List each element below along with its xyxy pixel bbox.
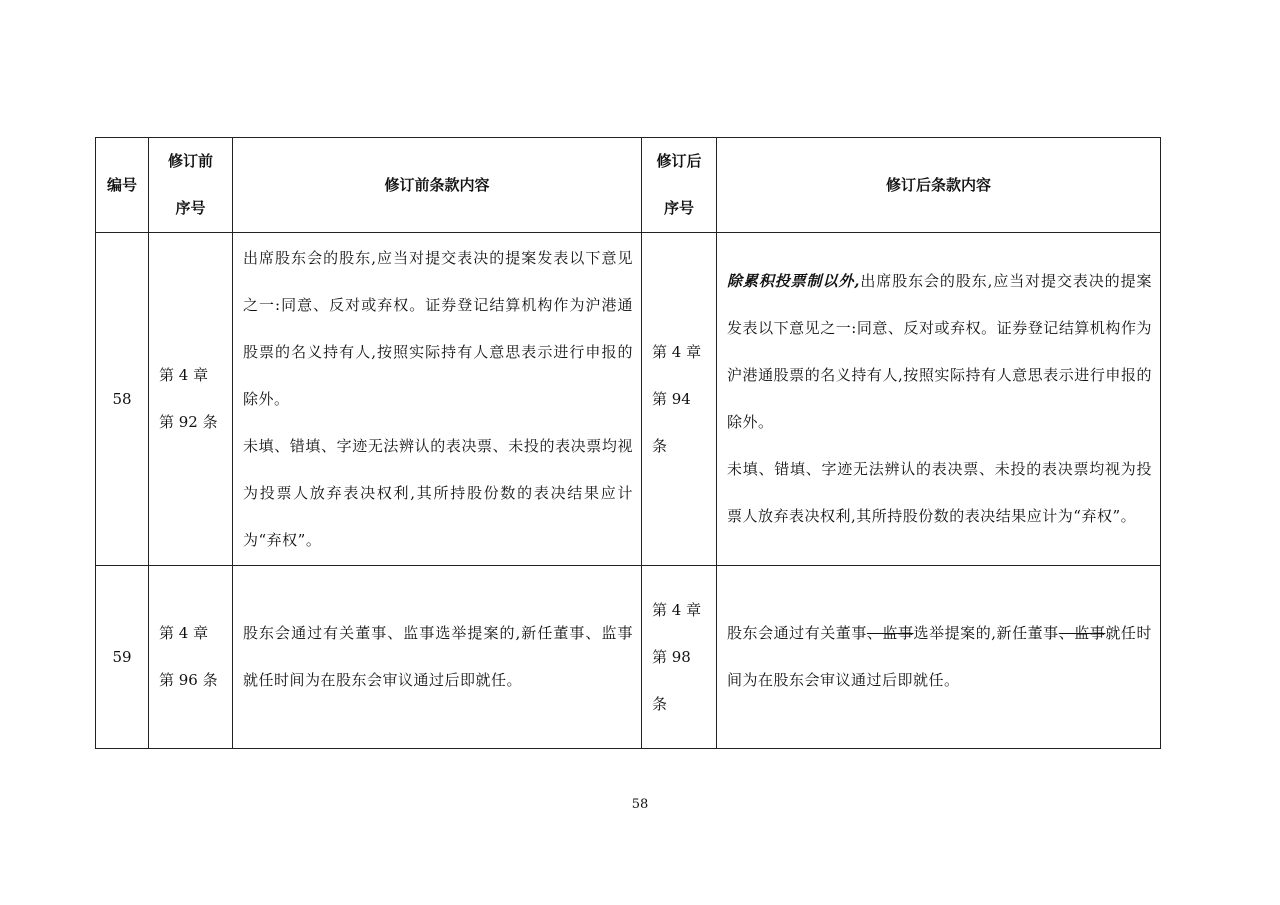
header-new-seq-line1: 修订后 [656, 152, 702, 170]
old-text-cell [233, 233, 642, 566]
new-seq-chapter: 第 4 章 [652, 600, 702, 619]
deleted-text: 、监事 [1058, 624, 1106, 642]
header-new-text: 修订后条款内容 [717, 138, 1161, 233]
row-number: 59 [96, 566, 149, 749]
inserted-text: 除累积投票制以外, [727, 272, 860, 290]
old-seq-article: 第 96 条 [159, 671, 218, 689]
old-text-cell [233, 566, 642, 749]
new-text-paragraph [727, 258, 1152, 446]
new-seq-article-suffix: 条 [652, 436, 668, 455]
old-text-paragraph: 未填、错填、字迹无法辨认的表决票、未投的表决票均视为投票人放弃表决权利,其所持股份数的表决结果应计为“弃权”。 [243, 436, 633, 549]
header-new-seq [642, 138, 717, 233]
old-seq-chapter: 第 4 章 [159, 366, 209, 384]
new-text-paragraph [727, 610, 1152, 704]
new-text-segment: 就任时间为在股东会审议通过后即就任。 [727, 624, 1152, 689]
row-number: 58 [96, 233, 149, 566]
old-seq-cell [149, 233, 233, 566]
new-seq-article-suffix: 条 [652, 694, 668, 713]
deleted-text: 、监事 [866, 624, 914, 642]
new-text-segment: 选举提案的,新任董事 [913, 624, 1059, 642]
revision-comparison-table [95, 137, 1161, 749]
header-old-seq-line1: 修订前 [167, 152, 213, 170]
header-num: 编号 [96, 138, 149, 233]
new-text-cell [717, 233, 1161, 566]
header-old-seq [149, 138, 233, 233]
new-seq-article: 第 94 [652, 389, 691, 408]
old-seq-cell [149, 566, 233, 749]
new-seq-cell [642, 233, 717, 566]
new-seq-chapter: 第 4 章 [652, 342, 702, 361]
header-new-seq-line2: 序号 [663, 199, 694, 217]
new-text-cell [717, 566, 1161, 749]
new-text-segment: 股东会通过有关董事 [727, 624, 867, 642]
old-seq-chapter: 第 4 章 [159, 624, 209, 642]
header-old-text: 修订前条款内容 [233, 138, 642, 233]
new-seq-cell [642, 566, 717, 749]
table-header-row [96, 138, 1161, 233]
page-number: 58 [631, 797, 649, 812]
old-text-paragraph: 股东会通过有关董事、监事选举提案的,新任董事、监事就任时间为在股东会审议通过后即就任。 [243, 624, 633, 689]
header-old-seq-line2: 序号 [175, 199, 206, 217]
new-seq-article: 第 98 [652, 647, 691, 666]
new-text-body: 出席股东会的股东,应当对提交表决的提案发表以下意见之一:同意、反对或弃权。证券登记结算机构作为沪港通股票的名义持有人,按照实际持有人意思表示进行申报的除外。 [727, 272, 1152, 431]
old-text-paragraph: 出席股东会的股东,应当对提交表决的提案发表以下意见之一:同意、反对或弃权。证券登记结算机构作为沪港通股票的名义持有人,按照实际持有人意思表示进行申报的除外。 [243, 248, 633, 408]
table-row [96, 566, 1161, 749]
table-row [96, 233, 1161, 566]
old-seq-article: 第 92 条 [159, 413, 218, 431]
new-text-paragraph: 未填、错填、字迹无法辨认的表决票、未投的表决票均视为投票人放弃表决权利,其所持股份数的表决结果应计为“弃权”。 [727, 460, 1152, 525]
